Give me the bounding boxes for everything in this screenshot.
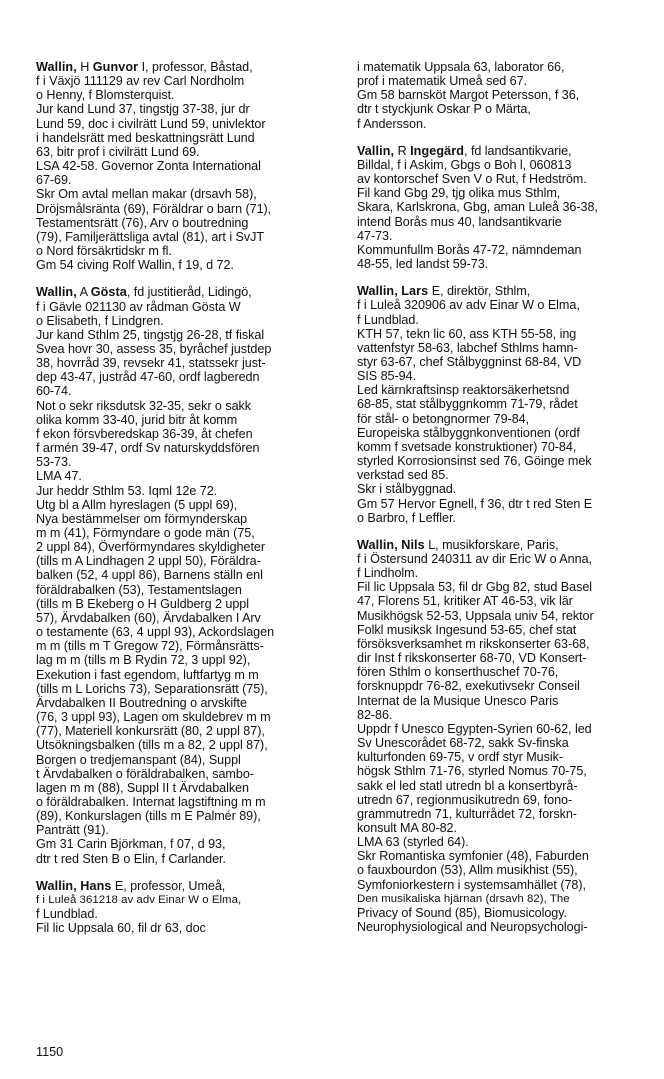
entry-line: Internat de la Musique Unesco Paris <box>357 693 559 708</box>
entry-given-name: Hans <box>80 878 112 893</box>
entry-line: Folkl musiksk Ingesund 53-65, chef stat <box>357 622 577 637</box>
entry-line: komm f svetsade konstruktioner) 70-84, <box>357 439 577 454</box>
entry-line <box>36 879 334 893</box>
biography-entry <box>36 60 334 272</box>
entry-line: Skr Om avtal mellan makar (drsavh 58), <box>36 187 257 202</box>
entry-line: o föräldrabalken. Internat lagstiftning m m <box>36 794 266 809</box>
entry-line: Gm 58 barnsköt Margot Petersson, f 36, <box>357 88 580 103</box>
entry-line: sakk el led statl utredn bl a konsertbyrå- <box>357 778 578 793</box>
entry-line: Uppdr f Unesco Egypten-Syrien 60-62, led <box>357 721 592 736</box>
entry-line: (77), Materiell konkursrätt (80, 2 uppl 87), <box>36 724 265 739</box>
entry-line: Utsökningsbalken (tills m a 82, 2 uppl 87), <box>36 738 268 753</box>
entry-surname: Wallin, <box>357 537 398 552</box>
entry-line: f i Gävle 021130 av rådman Gösta W <box>36 299 241 314</box>
entry-line <box>36 285 334 299</box>
entry-line <box>357 892 657 906</box>
entry-text: I, professor, Båstad, <box>138 60 253 74</box>
entry-given-name: Ingegärd <box>410 143 465 158</box>
entry-line: Ärvdabalken II Boutredning o arvskifte <box>36 695 247 710</box>
entry-line: f Lundblad. <box>36 907 98 922</box>
entry-text: H <box>80 60 93 74</box>
entry-surname: Vallin, <box>357 143 395 158</box>
entry-line: fören Sthlm o konserthuschef 70-76, <box>357 665 559 680</box>
entry-line: styrled Korrosionsinst sed 76, Göinge mek <box>357 454 592 469</box>
entry-line <box>357 538 657 552</box>
entry-text: , fd justitieråd, Lidingö, <box>126 285 252 300</box>
entry-given-name: Nils <box>401 537 425 552</box>
biography-entry <box>36 879 334 936</box>
entry-line: f i Östersund 240311 av dir Eric W o Anna, <box>357 552 592 566</box>
entry-line: Symfoniorkestern i systemsamhället (78), <box>357 877 586 892</box>
entry-line: 2 uppl 84), Överförmyndares skyldigheter <box>36 540 265 555</box>
entry-line: Led kärnkraftsinsp reaktorsäkerhetsnd <box>357 383 570 398</box>
entry-line: i matematik Uppsala 63, laborator 66, <box>357 60 565 74</box>
entry-line: vattenfstyr 58-63, labchef Sthlms hamn- <box>357 340 578 355</box>
entry-line: verkstad sed 85. <box>357 468 449 483</box>
left-column <box>36 60 334 948</box>
entry-line: m m (tills m T Gregow 72), Förmånsrätts- <box>36 639 264 654</box>
entry-line: 60-74. <box>36 384 72 399</box>
biography-entry <box>357 144 657 271</box>
entry-line: Fil kand Gbg 29, tjg olika mus Sthlm, <box>357 186 561 201</box>
entry-line: Fil lic Uppsala 60, fil dr 63, doc <box>36 921 206 936</box>
entry-line: 68-85, stat stålbyggnkomm 71-79, rådet <box>357 397 578 412</box>
entry-line: t Ärvdabalken o föräldrabalken, sambo- <box>36 766 254 781</box>
entry-line: Neurophysiological and Neuropsychologi- <box>357 920 588 935</box>
right-column <box>357 60 657 947</box>
entry-line: o Barbro, f Leffler. <box>357 510 456 525</box>
entry-line: 57), Ärvdabalken (60), Ärvdabalken I Arv <box>36 610 261 625</box>
entry-line: 47-73. <box>357 228 393 243</box>
entry-line: Not o sekr riksdutsk 32-35, sekr o sakk <box>36 398 252 413</box>
entry-line: olika komm 33-40, jurid bitr åt komm <box>36 412 238 427</box>
entry-line: f ekon försvberedskap 36-39, åt chefen <box>36 426 253 441</box>
entry-line: Svea hovr 30, assess 35, byråchef justdep <box>36 341 272 356</box>
entry-line: Skara, Karlskrona, Gbg, aman Luleå 36-38, <box>357 200 598 215</box>
entry-line: lagen m m (88), Suppl II t Ärvdabalken <box>36 780 249 795</box>
entry-line: grammutredn 71, kulturrådet 72, forskn- <box>357 806 577 821</box>
entry-line: 82-86. <box>357 707 393 722</box>
page-number: 1150 <box>36 1045 64 1059</box>
entry-text: Den musikaliska hjärnan (drsavh 82), The <box>357 892 570 905</box>
entry-line: o Henny, f Blomsterquist. <box>36 88 175 103</box>
entry-text: f i Luleå 361218 av adv Einar W o Elma, <box>36 893 242 906</box>
entry-text: L, musikforskare, Paris, <box>424 537 559 552</box>
entry-line: m m (41), Förmyndare o gode män (75, <box>36 526 255 540</box>
entry-line: KTH 57, tekn lic 60, ass KTH 55-58, ing <box>357 326 577 341</box>
entry-line <box>36 893 334 907</box>
entry-line: 47, Florens 51, kritiker AT 46-53, vik lär <box>357 594 573 609</box>
entry-line: Jur heddr Sthlm 53. Iqml 12e 72. <box>36 483 218 498</box>
entry-line: Kommunfullm Borås 47-72, nämndeman <box>357 242 582 257</box>
entry-given-name: Lars <box>401 284 429 299</box>
entry-line: o fauxbourdon (53), Allm musikhist (55), <box>357 863 578 878</box>
biography-entry <box>357 538 657 934</box>
entry-line: utredn 67, regionmusikutredn 69, fono- <box>357 792 573 807</box>
entry-text: R <box>397 143 411 158</box>
entry-line: kulturfonden 69-75, v ordf styr Musik- <box>357 750 563 765</box>
entry-surname: Wallin, <box>36 285 77 300</box>
entry-line: styr 63-67, chef Stålbyggninst 68-84, VD <box>357 354 582 369</box>
biography-entry <box>357 284 657 525</box>
entry-text: E, direktör, Sthlm, <box>428 284 531 299</box>
entry-line: försöksverksamhet m rikskonserter 63-68, <box>357 636 590 651</box>
entry-line: Panträtt (91). <box>36 823 109 838</box>
entry-line: forsknuppdr 76-82, exekutivsekr Conseil <box>357 679 580 694</box>
entry-line: 67-69. <box>36 173 72 188</box>
entry-line: 48-55, led landst 59-73. <box>357 257 489 272</box>
entry-line: Gm 31 Carin Björkman, f 07, d 93, <box>36 837 226 852</box>
entry-line: Testamentsrätt (76), Arv o boutredning <box>36 215 249 230</box>
entry-line: o testamente (63, 4 uppl 93), Ackordslagen <box>36 625 275 640</box>
entry-line: konsult MA 80-82. <box>357 820 457 835</box>
entry-line: Fil lic Uppsala 53, fil dr Gbg 82, stud Basel <box>357 580 593 595</box>
entry-line: Utg bl a Allm hyreslagen (5 uppl 69), <box>36 497 238 512</box>
entry-line: högsk Sthlm 71-76, styrled Nomus 70-75, <box>357 764 587 779</box>
entry-line: o Elisabeth, f Lindgren. <box>36 313 164 328</box>
entry-line: Skr Romantiska symfonier (48), Faburden <box>357 849 589 864</box>
entry-text: A <box>79 285 91 300</box>
entry-line: LSA 42-58. Governor Zonta International <box>36 159 261 174</box>
entry-line <box>357 284 657 298</box>
entry-line: (tills m L Lorichs 73), Separationsrätt (75), <box>36 681 268 696</box>
entry-given-name: Gösta <box>90 285 127 300</box>
entry-line: av kontorschef Sven V o Rut, f Hedström. <box>357 172 587 187</box>
entry-line: dtr t styckjunk Oskar P o Märta, <box>357 102 531 117</box>
entry-line: LMA 47. <box>36 469 82 484</box>
entry-line: för stål- o betongnormer 79-84, <box>357 411 530 426</box>
entry-line: f armén 39-47, ordf Sv naturskyddsfören <box>36 441 260 456</box>
entry-line <box>36 60 334 74</box>
entry-line: 53-73. <box>36 455 72 470</box>
entry-line: Jur kand Sthlm 25, tingstjg 26-28, tf fiskal <box>36 327 265 342</box>
entry-line: f Lindholm. <box>357 566 419 581</box>
entry-line: SIS 85-94. <box>357 369 417 384</box>
biography-entry <box>36 285 334 865</box>
entry-line: (79), Familjerättsliga avtal (81), art i SvJT <box>36 229 264 244</box>
entry-line: i handelsrätt med beskattningsrätt Lund <box>36 130 255 145</box>
entry-line: 63, bitr prof i civilrätt Lund 69. <box>36 144 200 159</box>
entry-line: Lund 59, doc i civilrätt Lund 59, univlektor <box>36 116 266 131</box>
entry-line: o Nord försäkrtidskr m fl. <box>36 244 172 259</box>
entry-line: dtr t red Sten B o Elin, f Carlander. <box>36 851 226 866</box>
biography-entry <box>357 60 657 131</box>
entry-line: dir Inst f rikskonserter 68-70, VD Konsert- <box>357 651 587 666</box>
entry-line <box>357 144 657 158</box>
entry-text: E, professor, Umeå, <box>111 878 226 893</box>
entry-surname: Wallin, <box>36 60 77 74</box>
entry-line: Gm 54 civing Rolf Wallin, f 19, d 72. <box>36 258 234 273</box>
entry-given-name: Gunvor <box>92 60 139 74</box>
entry-line: f i Luleå 320906 av adv Einar W o Elma, <box>357 298 580 313</box>
entry-line: Nya bestämmelser om förmynderskap <box>36 511 248 526</box>
entry-line: Exekution i fast egendom, luftfartyg m m <box>36 667 259 682</box>
entry-surname: Wallin, <box>36 878 77 893</box>
entry-line: prof i matematik Umeå sed 67. <box>357 74 528 89</box>
entry-surname: Wallin, <box>357 284 398 299</box>
entry-line: Dröjsmålsränta (69), Föräldrar o barn (71), <box>36 201 272 216</box>
entry-line: balken (52, 4 uppl 86), Barnens ställn enl <box>36 568 263 583</box>
entry-line: f Andersson. <box>357 116 427 131</box>
entry-line: Borgen o tredjemanspant (84), Suppl <box>36 752 241 767</box>
entry-line: f i Växjö 111129 av rev Carl Nordholm <box>36 74 245 89</box>
entry-line: (76, 3 uppl 93), Lagen om skuldebrev m m <box>36 710 271 725</box>
entry-line: (tills m B Ekeberg o H Guldberg 2 uppl <box>36 596 249 611</box>
entry-line: lag m m (tills m B Rydin 72, 3 uppl 92), <box>36 653 251 668</box>
entry-line: Jur kand Lund 37, tingstjg 37-38, jur dr <box>36 102 250 117</box>
entry-line: 38, hovrråd 39, revsekr 41, statssekr just- <box>36 356 266 371</box>
entry-line: f Lundblad. <box>357 312 419 327</box>
entry-text: , fd landsantikvarie, <box>464 143 572 158</box>
entry-line: Europeiska stålbyggnkonventionen (ordf <box>357 425 580 440</box>
entry-line: Privacy of Sound (85), Biomusicology. <box>357 905 568 920</box>
entry-line: Musikhögsk 52-53, Uppsala univ 54, rektor <box>357 608 594 623</box>
entry-line: (89), Konkurslagen (tills m E Palmér 89), <box>36 809 261 824</box>
entry-line: (tills m A Lindhagen 2 uppl 50), Föräldra- <box>36 554 261 569</box>
entry-line: Gm 57 Hervor Egnell, f 36, dtr t red Sten E <box>357 496 593 511</box>
entry-line: Billdal, f i Askim, Gbgs o Boh l, 060813 <box>357 157 572 172</box>
entry-line: föräldrabalken (53), Testamentslagen <box>36 582 242 597</box>
entry-line: intend Borås mus 40, landsantikvarie <box>357 214 562 229</box>
entry-line: LMA 63 (styrled 64). <box>357 835 469 850</box>
entry-line: Skr i stålbyggnad. <box>357 482 457 497</box>
entry-line: Sv Unescorådet 68-72, sakk Sv-finska <box>357 736 569 751</box>
entry-line: dep 43-47, justråd 47-60, ordf lagberedn <box>36 370 260 385</box>
